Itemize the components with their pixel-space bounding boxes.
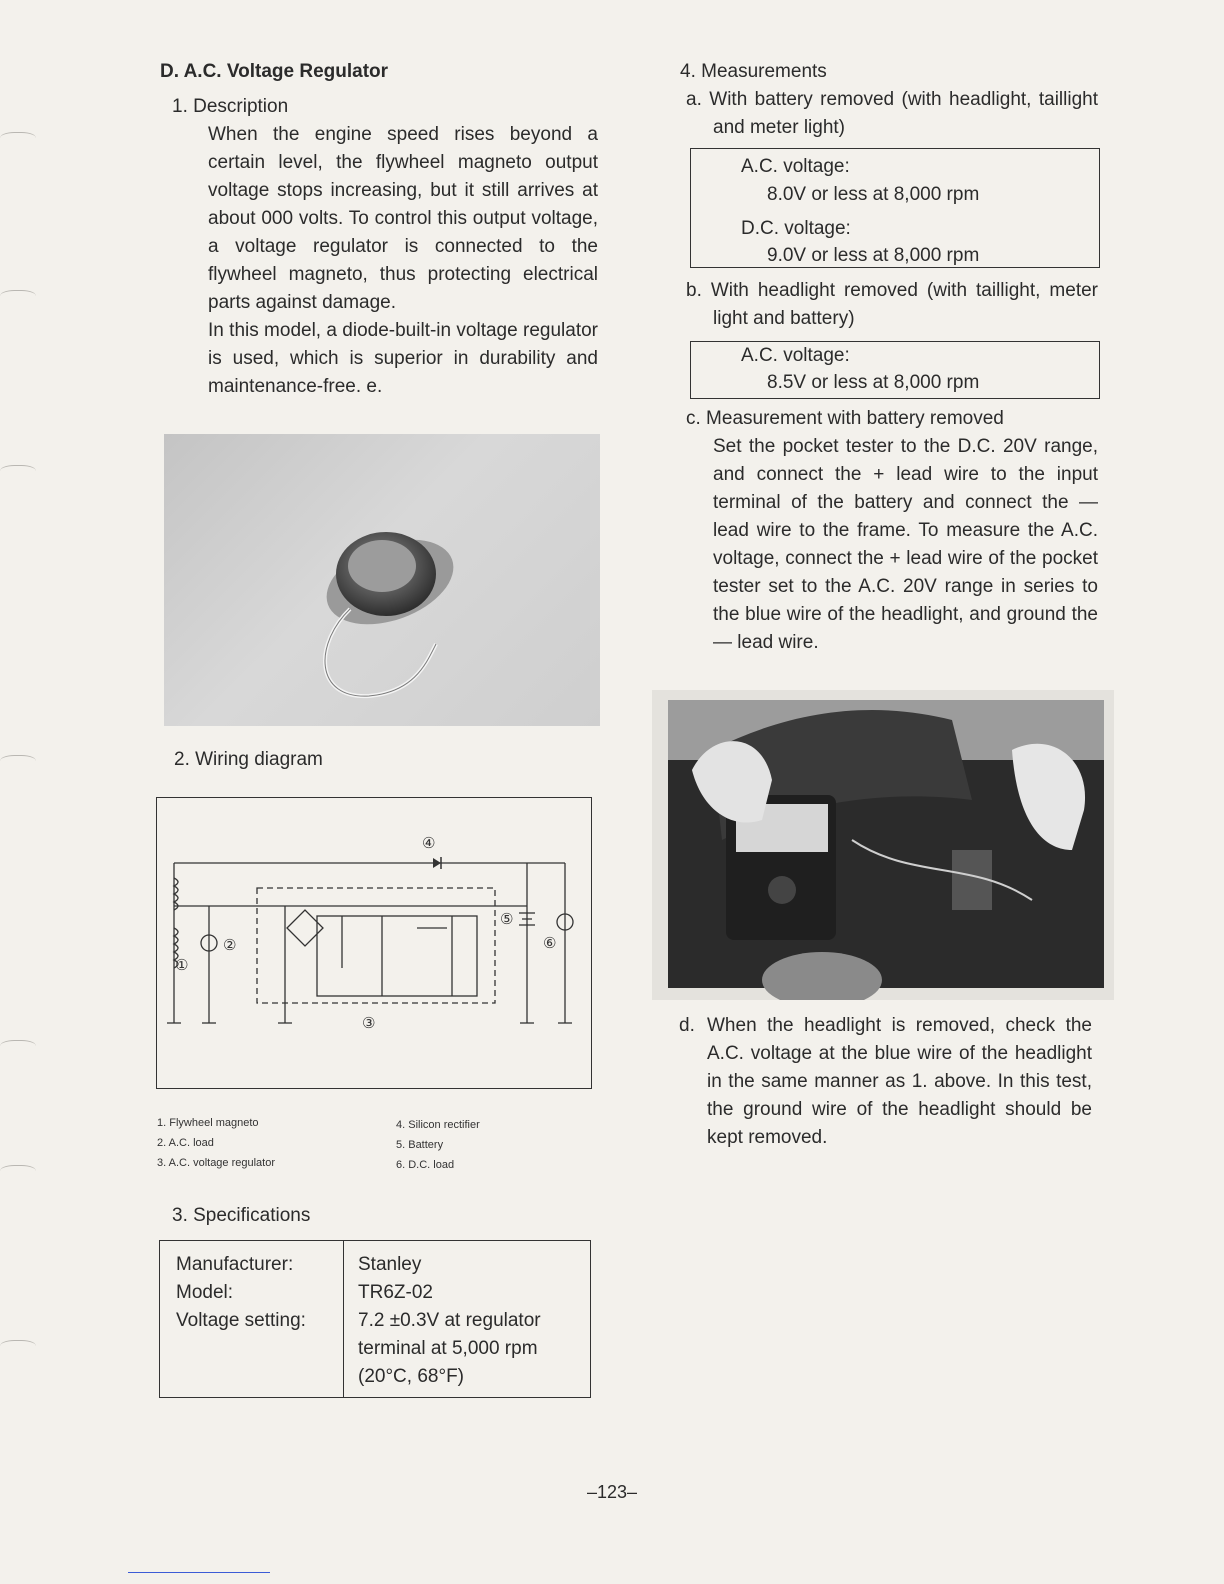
legend-item: 4. Silicon rectifier [396,1119,480,1131]
box-a-dc-label: D.C. voltage: [741,218,851,239]
diagram-label-5: ⑤ [500,910,514,928]
item-d-body: When the headlight is removed, check the A.C. voltage at the blue wire of the headlight in the same manner as 1. above. In this test, the ground wire of the headlight should be kept removed. [707,1015,1092,1148]
diagram-label-6: ⑥ [543,934,557,952]
specifications-heading: 3. Specifications [172,1205,311,1226]
legend-item: 2. A.C. load [157,1137,214,1149]
spec-label-manufacturer: Manufacturer: [176,1254,294,1275]
legend-item: 1. Flywheel magneto [157,1117,259,1129]
section-title: D. A.C. Voltage Regulator [160,61,389,82]
measurement-photo [652,690,1114,1000]
margin-mark [0,465,36,480]
footer-link-underline [128,1572,270,1573]
spec-value-voltage: 7.2 ±0.3V at regulator terminal at 5,000 rpm (20°C, 68°F) [358,1310,541,1387]
table-divider [343,1241,344,1397]
legend-column-2 [396,1115,480,1175]
box-a-ac-label: A.C. voltage: [741,156,850,177]
specifications-table [159,1240,591,1398]
legend-item: 6. D.C. load [396,1159,455,1171]
spec-box-b [690,341,1100,399]
spec-value-manufacturer: Stanley [358,1254,422,1275]
regulator-photo-art [164,434,600,726]
item-c-title: c. Measurement with battery removed [686,408,1004,429]
diagram-label-1: ① [175,956,189,974]
box-a-ac-value: 8.0V or less at 8,000 rpm [767,184,980,205]
box-b-ac-value: 8.5V or less at 8,000 rpm [767,372,980,393]
margin-mark [0,1165,36,1180]
legend-item: 3. A.C. voltage regulator [157,1157,276,1169]
margin-mark [0,755,36,770]
description-body [208,121,598,401]
item-c-body: Set the pocket tester to the D.C. 20V range, and connect the + lead wire to the input terminal of the battery and connect the — lead wire to the frame. To measure the A.C. voltage, connect the + lead wire of the pocket tester set to the A.C. 20V range in series to the blue wire of the headlight, and ground the — lead wire. [713,436,1098,653]
page-number: –123– [586,1482,638,1502]
wiring-heading: 2. Wiring diagram [174,749,323,770]
description-paragraph-1: When the engine speed rises beyond a certain level, the flywheel magneto output voltage stops increasing, but it still arrives at about 000 volts. To control this output voltage, a voltage regulator is connected to the flywheel magneto, thus protecting electrical parts against damage. [208,124,598,313]
box-b-ac-label: A.C. voltage: [741,345,850,366]
margin-mark [0,1340,36,1355]
diagram-label-2: ② [223,936,237,954]
item-d-label: d. [679,1015,695,1036]
wiring-diagram [156,797,592,1089]
legend-item: 5. Battery [396,1139,444,1151]
spec-label-voltage: Voltage setting: [176,1310,306,1331]
margin-mark [0,290,36,305]
description-heading: 1. Description [172,96,289,117]
wiring-diagram-art [157,798,590,1087]
spec-box-a [690,148,1100,268]
description-paragraph-2: In this model, a diode-built-in voltage regulator is used, which is superior in durability and maintenance-free. e. [208,320,598,397]
box-a-dc-value: 9.0V or less at 8,000 rpm [767,245,980,266]
margin-mark [0,1040,36,1055]
margin-mark [0,132,36,147]
item-a-text: a. With battery removed (with headlight, taillight and meter light) [686,89,1098,138]
diagram-label-4: ④ [422,834,436,852]
regulator-photo [164,434,600,726]
legend-column-1 [157,1113,275,1173]
diagram-label-3: ③ [362,1014,376,1032]
spec-value-model: TR6Z-02 [358,1282,433,1303]
spec-label-model: Model: [176,1282,234,1303]
item-b-text: b. With headlight removed (with taillight, meter light and battery) [686,280,1098,329]
measurements-heading: 4. Measurements [680,61,827,82]
measurement-photo-art [652,690,1114,1000]
